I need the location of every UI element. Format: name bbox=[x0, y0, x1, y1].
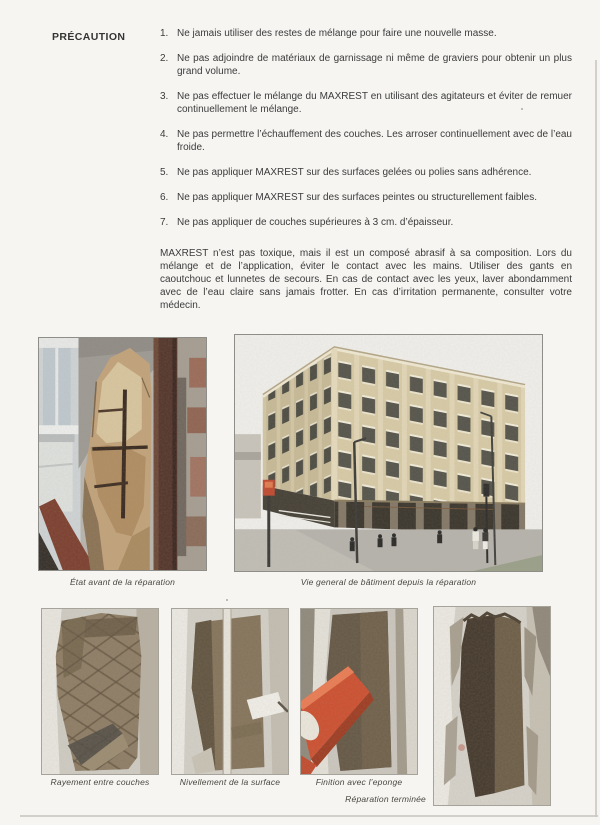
item-number: 2. bbox=[160, 53, 169, 64]
page-edge-shadow-right bbox=[595, 60, 597, 817]
item-text: Ne pas appliquer MAXREST sur des surfaces peintes ou structurellement faibles. bbox=[177, 192, 537, 203]
list-item bbox=[160, 191, 572, 204]
item-number: 4. bbox=[160, 129, 169, 140]
page-edge-shadow-bottom bbox=[20, 815, 598, 817]
caption-rayement: Rayement entre couches bbox=[50, 777, 150, 787]
item-number: 3. bbox=[160, 91, 169, 102]
list-item bbox=[160, 90, 572, 116]
photo-etat-avant bbox=[38, 337, 207, 571]
list-item bbox=[160, 52, 572, 78]
list-item bbox=[160, 27, 572, 40]
scan-speck bbox=[226, 599, 228, 601]
photo-reparation-terminee bbox=[433, 606, 551, 806]
item-text: Ne jamais utiliser des restes de mélange pour faire une nouvelle masse. bbox=[177, 28, 497, 39]
list-item bbox=[160, 166, 572, 179]
item-text: Ne pas appliquer de couches supérieures à 3 cm. d’épaisseur. bbox=[177, 217, 454, 228]
item-number: 7. bbox=[160, 217, 169, 228]
caption-nivellement: Nivellement de la surface bbox=[179, 777, 281, 787]
item-number: 6. bbox=[160, 192, 169, 203]
page-title: PRÉCAUTION bbox=[52, 31, 126, 43]
precaution-list bbox=[160, 27, 572, 241]
caption-reparation-terminee: Réparation terminée bbox=[345, 794, 426, 804]
photo-rayement bbox=[41, 608, 159, 775]
caption-vue-batiment: Vie general de bâtiment depuis la réparation bbox=[300, 577, 477, 587]
item-text: Ne pas appliquer MAXREST sur des surfaces gelées ou polies sans adhérence. bbox=[177, 167, 532, 178]
list-item bbox=[160, 216, 572, 229]
item-number: 5. bbox=[160, 167, 169, 178]
photo-vue-batiment bbox=[234, 334, 543, 572]
list-item bbox=[160, 128, 572, 154]
photo-finition bbox=[300, 608, 418, 775]
scan-speck bbox=[521, 108, 523, 110]
photo-nivellement bbox=[171, 608, 289, 775]
caption-finition: Finition avec l’eponge bbox=[315, 777, 403, 787]
safety-note: MAXREST n’est pas toxique, mais il est un composé abrasif à sa composition. Lors du mélange et de l’application, éviter le contact avec les mains. Utiliser des gants en caoutchouc et lunnetes de secours. En cas de contact avec les yeux, laver abondamment avec de l’eau claire sans jamais frotter. En cas d’irritation permanente, consulter votre médecin. bbox=[160, 248, 572, 311]
item-text: Ne pas effectuer le mélange du MAXREST en utilisant des agitateurs et éviter de remuer continuellement le mélange. bbox=[177, 91, 572, 115]
caption-etat-avant: État avant de la réparation bbox=[69, 577, 176, 587]
item-number: 1. bbox=[160, 28, 169, 39]
item-text: Ne pas adjoindre de matériaux de garnissage ni même de graviers pour obtenir un plus grand volume. bbox=[177, 53, 572, 77]
item-text: Ne pas permettre l’échauffement des couches. Les arroser continuellement avec de l’eau froide. bbox=[177, 129, 572, 153]
